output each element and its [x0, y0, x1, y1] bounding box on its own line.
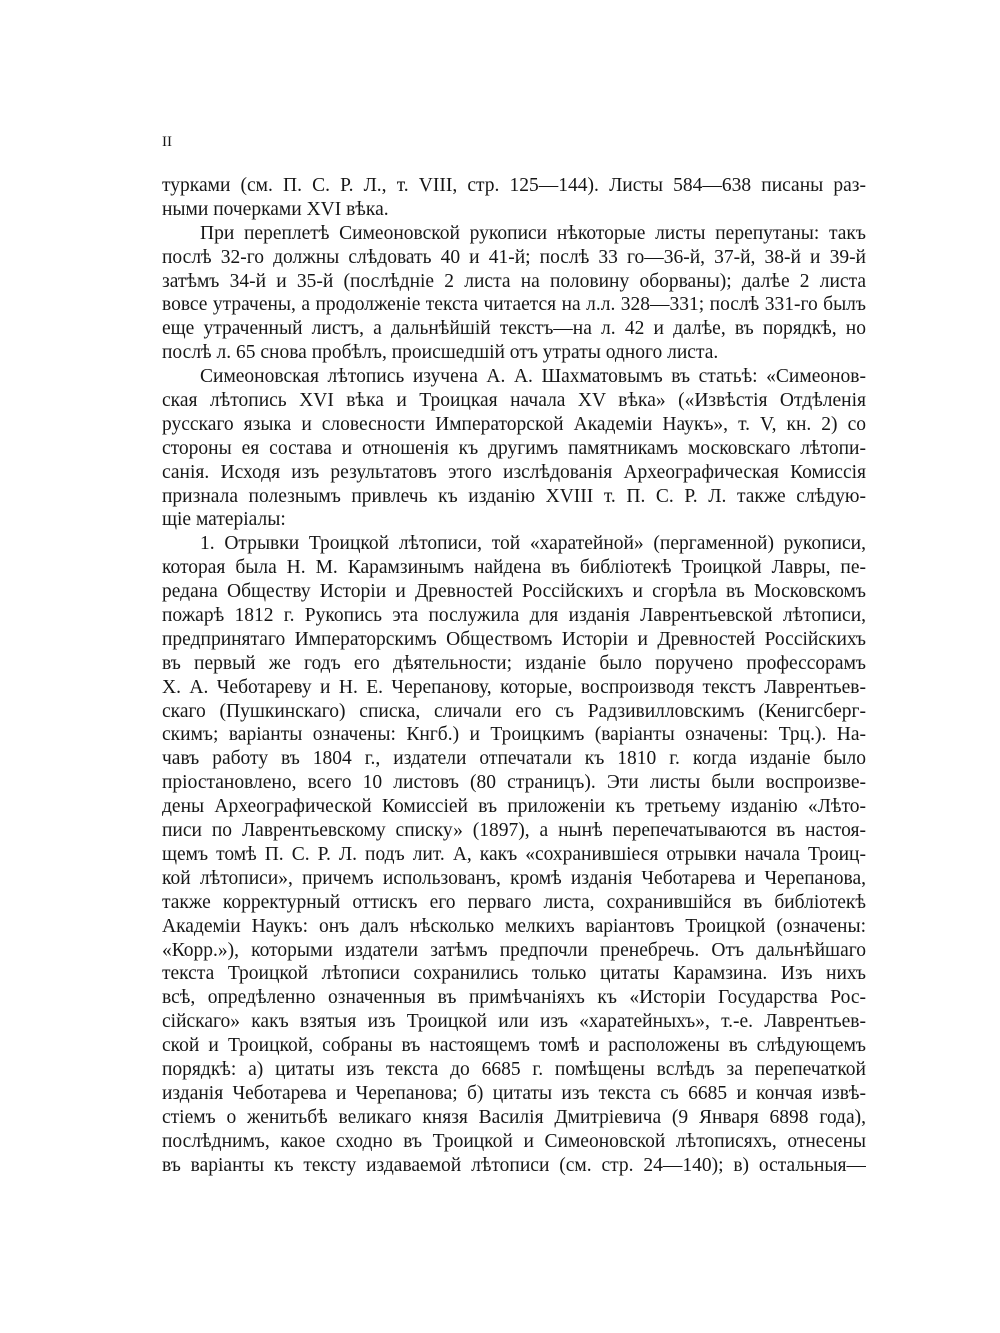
text-line: также корректурный оттискъ его перваго листа, сохранившійся въ библіотекѣ [162, 891, 866, 913]
text-line: щемъ томѣ П. С. Р. Л. подъ лит. А, какъ «сохранившіеся отрывки начала Троиц- [162, 843, 866, 865]
text-line: 1. Отрывки Троицкой лѣтописи, той «харатейной» (пергаменной) рукописи, [200, 533, 866, 555]
text-line: всѣ, опредѣленно означенныя въ примѣчаніяхъ къ «Исторіи Государства Рос- [162, 987, 866, 1009]
text-line: которая была Н. М. Карамзинымъ найдена въ библіотекѣ Троицкой Лавры, пе- [162, 557, 866, 579]
text-line: признала полезнымъ привлечь къ изданію XVIII т. П. С. Р. Л. также слѣдую- [162, 485, 866, 507]
text-line: редана Обществу Исторіи и Древностей Россійскихъ и сгорѣла въ Московскомъ [162, 581, 866, 603]
text-line: затѣмъ 34-й и 35-й (послѣдніе 2 листа на половину оборваны); далѣе 2 листа [162, 270, 866, 292]
text-line: изданія Чеботарева и Черепанова; б) цитаты изъ текста съ 6685 и кончая извѣ- [162, 1082, 866, 1104]
text-line: ская лѣтопись XVI вѣка и Троицкая начала XV вѣка» («Извѣстія Отдѣленія [162, 390, 866, 412]
text-line: сійскаго» какъ взятыя изъ Троицкой или изъ «харатейныхъ», т.-е. Лаврентьев- [162, 1011, 866, 1033]
text-line: послѣднимъ, какое сходно въ Троицкой и Симеоновской лѣтописяхъ, отнесены [162, 1130, 866, 1152]
text-line: ными почерками XVI вѣка. [162, 198, 389, 220]
text-line: писи по Лаврентьевскому списку» (1897), а нынѣ перепечатываются въ настоя- [162, 820, 866, 842]
text-line: дены Археографической Комиссіей въ приложеніи къ третьему изданію «Лѣто- [162, 796, 866, 818]
text-line: «Корр.»), которыми издатели затѣмъ предпочли пренебречь. Отъ дальнѣйшаго [162, 939, 866, 961]
text-line: Х. А. Чеботареву и Н. Е. Черепанову, которые, воспроизводя текстъ Лаврентьев- [162, 676, 866, 698]
text-line: санія. Исходя изъ результатовъ этого изслѣдованія Археографическая Комиссія [162, 461, 866, 483]
body-text [162, 174, 866, 1177]
text-line: турками (см. П. С. Р. Л., т. VIII, стр. 125—144). Листы 584—638 писаны раз- [162, 175, 866, 196]
text-line: скимъ; варіанты означены: Кнгб.) и Троицкимъ (варіанты означены: Трц.). На- [162, 724, 866, 746]
text-line: чавъ работу въ 1804 г., издатели отпечатали къ 1810 г. когда изданіе было [162, 748, 866, 770]
text-line: кой лѣтописи», причемъ использованъ, кромѣ изданія Чеботарева и Черепанова, [162, 867, 866, 889]
text-line: послѣ 32-го должны слѣдовать 40 и 41-й; послѣ 33 го—36-й, 37-й, 38-й и 39-й [162, 246, 866, 268]
text-line: щіе матеріалы: [162, 509, 286, 531]
page-number: II [162, 134, 172, 150]
text-line: скаго (Пушкинскаго) списка, сличали его съ Радзивилловскимъ (Кенигсберг- [162, 700, 866, 722]
text-line: пріостановлено, всего 10 листовъ (80 страницъ). Эти листы были воспроизве- [162, 772, 866, 794]
text-line: еще утраченный листъ, а дальнѣйшій текстъ—на л. 42 и далѣе, въ порядкѣ, но [162, 318, 866, 340]
text-line: порядкѣ: а) цитаты изъ текста до 6685 г. помѣщены вслѣдъ за перепечаткой [162, 1058, 866, 1080]
text-line: Симеоновская лѣтопись изучена А. А. Шахматовымъ въ статьѣ: «Симеонов- [200, 366, 866, 388]
text-line: При переплетѣ Симеоновской рукописи нѣкоторые листы перепутаны: такъ [200, 222, 866, 244]
text-line: ской и Троицкой, собраны въ настоящемъ томѣ и расположены въ слѣдующемъ [162, 1035, 866, 1057]
text-line: въ варіанты къ тексту издаваемой лѣтописи (см. стр. 24—140); в) остальныя— [162, 1154, 866, 1176]
text-line: пожарѣ 1812 г. Рукопись эта послужила для изданія Лаврентьевской лѣтописи, [162, 605, 866, 627]
text-line: русскаго языка и словесности Императорской Академіи Наукъ», т. V, кн. 2) со [162, 413, 866, 435]
text-line: стіемъ о женитьбѣ великаго князя Василія Дмитріевича (9 Января 6898 года), [162, 1106, 866, 1128]
text-line: въ первый же годъ его дѣятельности; изданіе было поручено профессорамъ [162, 652, 866, 674]
text-line: предпринятаго Императорскимъ Обществомъ Исторіи и Древностей Россійскихъ [162, 628, 866, 650]
text-line: текста Троицкой лѣтописи сохранились только цитаты Карамзина. Изъ нихъ [162, 963, 866, 985]
text-line: вовсе утрачены, а продолженіе текста читается на л.л. 328—331; послѣ 331-го былъ [162, 294, 866, 316]
text-line: Академіи Наукъ: онъ далъ нѣсколько мелкихъ варіантовъ Троицкой (означены: [162, 915, 866, 937]
text-line: послѣ л. 65 снова пробѣлъ, происшедшій отъ утраты одного листа. [162, 342, 719, 364]
text-line: стороны ея состава и отношенія къ другимъ памятникамъ московскаго лѣтопи- [162, 437, 866, 459]
